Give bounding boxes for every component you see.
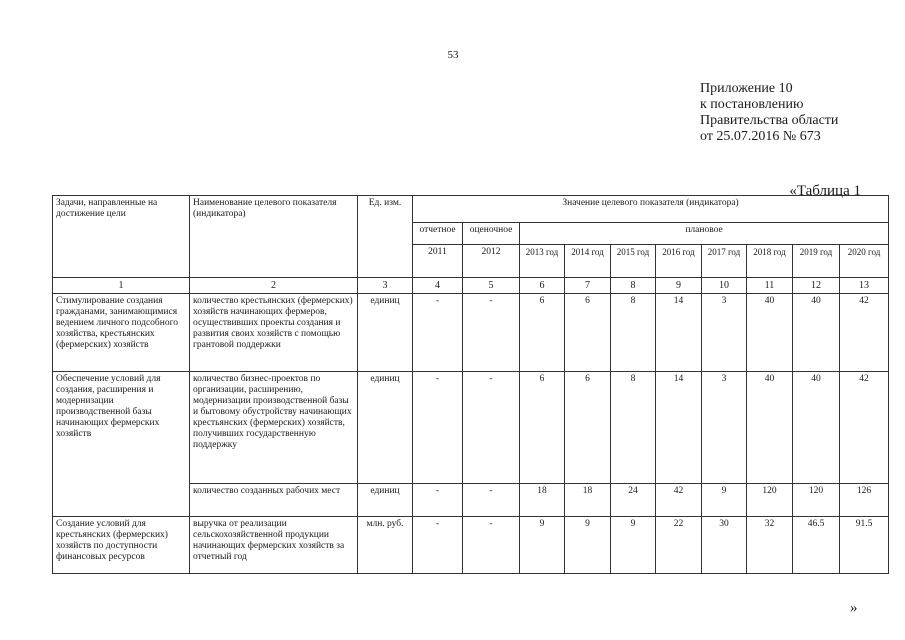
value-cell: 42 bbox=[840, 294, 889, 372]
table-caption: «Таблица 1 bbox=[789, 183, 861, 199]
column-number: 5 bbox=[463, 278, 520, 294]
value-cell: 9 bbox=[520, 517, 565, 574]
column-number: 10 bbox=[702, 278, 747, 294]
column-number: 1 bbox=[53, 278, 190, 294]
appendix-line: от 25.07.2016 № 673 bbox=[700, 129, 821, 144]
header-estimated: оценочное bbox=[463, 223, 520, 245]
column-number: 11 bbox=[747, 278, 793, 294]
value-cell: - bbox=[463, 484, 520, 517]
value-cell: 42 bbox=[840, 372, 889, 484]
value-cell: - bbox=[413, 372, 463, 484]
value-cell: 120 bbox=[793, 484, 840, 517]
value-cell: - bbox=[413, 294, 463, 372]
value-cell: - bbox=[463, 372, 520, 484]
header-year: 2012 bbox=[463, 245, 520, 278]
indicator-cell: количество крестьянских (фермерских) хозяйств начинающих фермеров, осуществивших проекты создания и развития своих хозяйств с помощью грантовой поддержки bbox=[190, 294, 358, 372]
header-planned: плановое bbox=[520, 223, 889, 245]
value-cell: 40 bbox=[747, 372, 793, 484]
value-cell: - bbox=[413, 484, 463, 517]
value-cell: 6 bbox=[520, 294, 565, 372]
task-cell: Создание условий для крестьянских (фермерских) хозяйств по доступности финансовых ресурсов bbox=[53, 517, 190, 574]
indicator-cell: количество созданных рабочих мест bbox=[190, 484, 358, 517]
header-value: Значение целевого показателя (индикатора) bbox=[413, 196, 889, 223]
indicator-cell: количество бизнес-проектов по организации, расширению, модернизации производственной базы и бытовому обустройству начинающих крестьянских (фермерских) хозяйств, получивших государственную поддержку bbox=[190, 372, 358, 484]
column-number: 6 bbox=[520, 278, 565, 294]
task-cell: Стимулирование создания гражданами, занимающимися ведением личного подсобного хозяйства, крестьянских (фермерских) хозяйств bbox=[53, 294, 190, 372]
header-plan-year: 2019 год bbox=[793, 245, 840, 278]
column-number: 7 bbox=[565, 278, 611, 294]
unit-cell: единиц bbox=[358, 484, 413, 517]
indicators-table bbox=[52, 195, 889, 574]
appendix-header bbox=[700, 81, 838, 145]
value-cell: 40 bbox=[793, 294, 840, 372]
value-cell: 40 bbox=[793, 372, 840, 484]
task-cell: Обеспечение условий для создания, расширения и модернизации производственной базы начинающих фермерских хозяйств bbox=[53, 372, 190, 517]
value-cell: 32 bbox=[747, 517, 793, 574]
unit-cell: млн. руб. bbox=[358, 517, 413, 574]
value-cell: 8 bbox=[611, 294, 656, 372]
value-cell: 46.5 bbox=[793, 517, 840, 574]
value-cell: 9 bbox=[565, 517, 611, 574]
indicator-cell: выручка от реализации сельскохозяйственной продукции начинающих фермерских хозяйств за отчетный год bbox=[190, 517, 358, 574]
table-row bbox=[53, 372, 889, 484]
column-number: 8 bbox=[611, 278, 656, 294]
header-plan-year: 2018 год bbox=[747, 245, 793, 278]
value-cell: 30 bbox=[702, 517, 747, 574]
header-unit: Ед. изм. bbox=[358, 196, 413, 278]
value-cell: 18 bbox=[565, 484, 611, 517]
header-tasks: Задачи, направленные на достижение цели bbox=[53, 196, 190, 278]
value-cell: 6 bbox=[520, 372, 565, 484]
value-cell: 8 bbox=[611, 372, 656, 484]
value-cell: 3 bbox=[702, 294, 747, 372]
value-cell: 120 bbox=[747, 484, 793, 517]
value-cell: 22 bbox=[656, 517, 702, 574]
header-plan-year: 2015 год bbox=[611, 245, 656, 278]
header-plan-year: 2014 год bbox=[565, 245, 611, 278]
value-cell: 9 bbox=[611, 517, 656, 574]
value-cell: - bbox=[463, 294, 520, 372]
column-number: 9 bbox=[656, 278, 702, 294]
value-cell: 24 bbox=[611, 484, 656, 517]
header-plan-year: 2013 год bbox=[520, 245, 565, 278]
header-plan-year: 2020 год bbox=[840, 245, 889, 278]
appendix-line: Приложение 10 bbox=[700, 81, 793, 96]
unit-cell: единиц bbox=[358, 372, 413, 484]
value-cell: - bbox=[413, 517, 463, 574]
value-cell: - bbox=[463, 517, 520, 574]
value-cell: 91.5 bbox=[840, 517, 889, 574]
column-number: 2 bbox=[190, 278, 358, 294]
closing-quote: » bbox=[850, 600, 858, 616]
appendix-line: к постановлению bbox=[700, 97, 804, 112]
value-cell: 6 bbox=[565, 294, 611, 372]
value-cell: 6 bbox=[565, 372, 611, 484]
column-number: 4 bbox=[413, 278, 463, 294]
value-cell: 42 bbox=[656, 484, 702, 517]
value-cell: 3 bbox=[702, 372, 747, 484]
header-plan-year: 2017 год bbox=[702, 245, 747, 278]
header-year: 2011 bbox=[413, 245, 463, 278]
table-row bbox=[53, 517, 889, 574]
value-cell: 18 bbox=[520, 484, 565, 517]
appendix-line: Правительства области bbox=[700, 113, 839, 128]
page-number: 53 bbox=[447, 49, 459, 61]
header-reported: отчетное bbox=[413, 223, 463, 245]
value-cell: 9 bbox=[702, 484, 747, 517]
header-indicator: Наименование целевого показателя (индикатора) bbox=[190, 196, 358, 278]
column-number: 3 bbox=[358, 278, 413, 294]
column-number: 13 bbox=[840, 278, 889, 294]
unit-cell: единиц bbox=[358, 294, 413, 372]
value-cell: 14 bbox=[656, 294, 702, 372]
column-number: 12 bbox=[793, 278, 840, 294]
table-row bbox=[53, 294, 889, 372]
header-plan-year: 2016 год bbox=[656, 245, 702, 278]
value-cell: 126 bbox=[840, 484, 889, 517]
value-cell: 40 bbox=[747, 294, 793, 372]
value-cell: 14 bbox=[656, 372, 702, 484]
